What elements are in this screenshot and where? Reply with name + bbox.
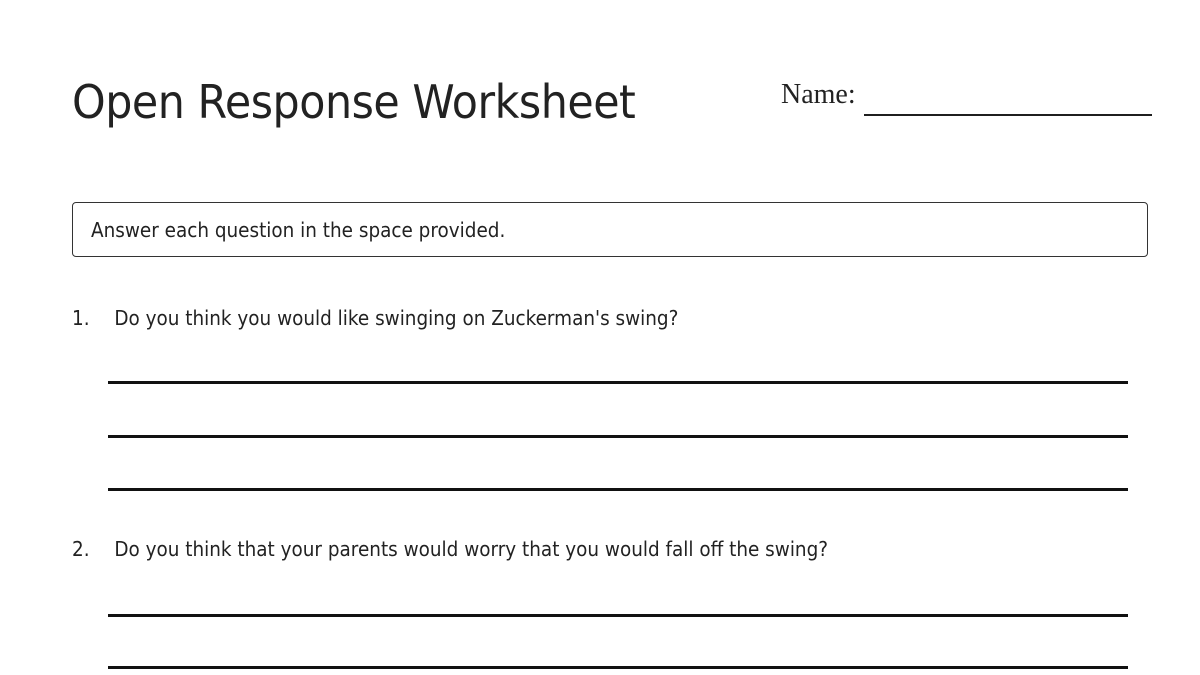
question-text: Do you think you would like swinging on Zuckerman's swing? bbox=[114, 306, 679, 330]
name-input-line[interactable] bbox=[864, 114, 1152, 116]
question-1 bbox=[72, 306, 678, 330]
name-field bbox=[781, 78, 856, 118]
page-title: Open Response Worksheet bbox=[72, 75, 636, 129]
name-label: Name: bbox=[781, 79, 856, 110]
answer-line-1-1[interactable] bbox=[108, 381, 1128, 384]
question-number: 2. bbox=[72, 537, 90, 561]
answer-line-2-1[interactable] bbox=[108, 614, 1128, 617]
answer-line-2-2[interactable] bbox=[108, 666, 1128, 669]
answer-line-1-3[interactable] bbox=[108, 488, 1128, 491]
answer-line-1-2[interactable] bbox=[108, 435, 1128, 438]
instructions-box bbox=[72, 202, 1148, 257]
question-text: Do you think that your parents would worry that you would fall off the swing? bbox=[114, 537, 829, 561]
question-number: 1. bbox=[72, 306, 90, 330]
instructions-text: Answer each question in the space provided. bbox=[91, 217, 506, 242]
question-2 bbox=[72, 537, 828, 561]
